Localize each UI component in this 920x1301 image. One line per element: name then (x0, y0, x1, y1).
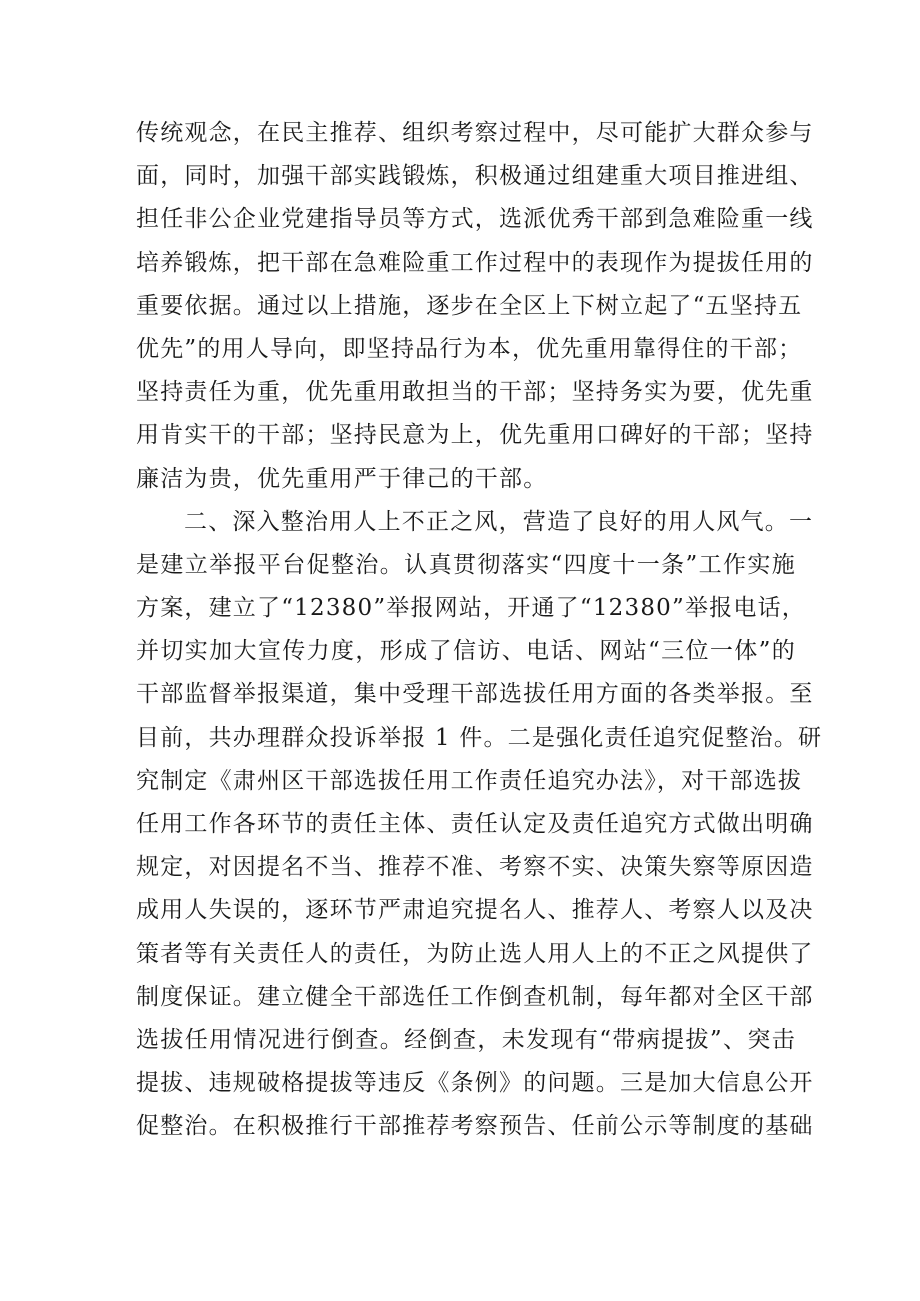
text-line: 制度保证。建立健全干部选任工作倒查机制，每年都对全区干部 (136, 983, 814, 1010)
text-line: 目前，共办理群众投诉举报 1 件。二是强化责任追究促整治。研 (136, 724, 823, 751)
text-line: 担任非公企业党建指导员等方式，选派优秀干部到急难险重一线 (136, 206, 814, 233)
text-line: 培养锻炼，把干部在急难险重工作过程中的表现作为提拔任用的 (136, 249, 814, 276)
text-line: 策者等有关责任人的责任，为防止选人用人上的不正之风提供了 (136, 940, 814, 967)
text-line: 提拔、违规破格提拔等违反《条例》的问题。三是加大信息公开 (136, 1070, 814, 1097)
text-line: 面，同时，加强干部实践锻炼，积极通过组建重大项目推进组、 (136, 163, 814, 190)
text-line: 并切实加大宣传力度，形成了信访、电话、网站“三位一体”的 (136, 638, 796, 665)
text-line: 用肯实干的干部；坚持民意为上，优先重用口碑好的干部；坚持 (136, 422, 814, 449)
text-line: 是建立举报平台促整治。认真贯彻落实“四度十一条”工作实施 (136, 551, 796, 578)
text-line: 促整治。在积极推行干部推荐考察预告、任前公示等制度的基础 (136, 1113, 814, 1140)
paragraph-end-line: 廉洁为贵，优先重用严于律己的干部。 (136, 465, 548, 492)
text-line: 方案，建立了“12380”举报网站，开通了“12380”举报电话， (136, 595, 806, 622)
text-line: 重要依据。通过以上措施，逐步在全区上下树立起了“五坚持五 (136, 292, 803, 319)
text-line: 究制定《肃州区干部选拔任用工作责任追究办法》，对干部选拔 (136, 767, 803, 794)
body-text (136, 112, 823, 1149)
text-line: 成用人失误的，逐环节严肃追究提名人、推荐人、考察人以及决 (136, 897, 814, 924)
text-line: 规定，对因提名不当、推荐不准、考察不实、决策失察等原因造 (136, 854, 814, 881)
text-line: 坚持责任为重，优先重用敢担当的干部；坚持务实为要，优先重 (136, 379, 814, 406)
text-line: 传统观念，在民主推荐、组织考察过程中，尽可能扩大群众参与 (136, 120, 814, 146)
text-line: 任用工作各环节的责任主体、责任认定及责任追究方式做出明确 (136, 811, 814, 837)
text-line: 选拔任用情况进行倒查。经倒查，未发现有“带病提拔”、突击 (136, 1026, 796, 1053)
text-line: 干部监督举报渠道，集中受理干部选拔任用方面的各类举报。至 (136, 681, 814, 708)
text-line: 优先”的用人导向，即坚持品行为本，优先重用靠得住的干部； (136, 335, 803, 362)
paragraph-start-line: 二、深入整治用人上不正之风，营造了良好的用人风气。一 (184, 508, 814, 535)
